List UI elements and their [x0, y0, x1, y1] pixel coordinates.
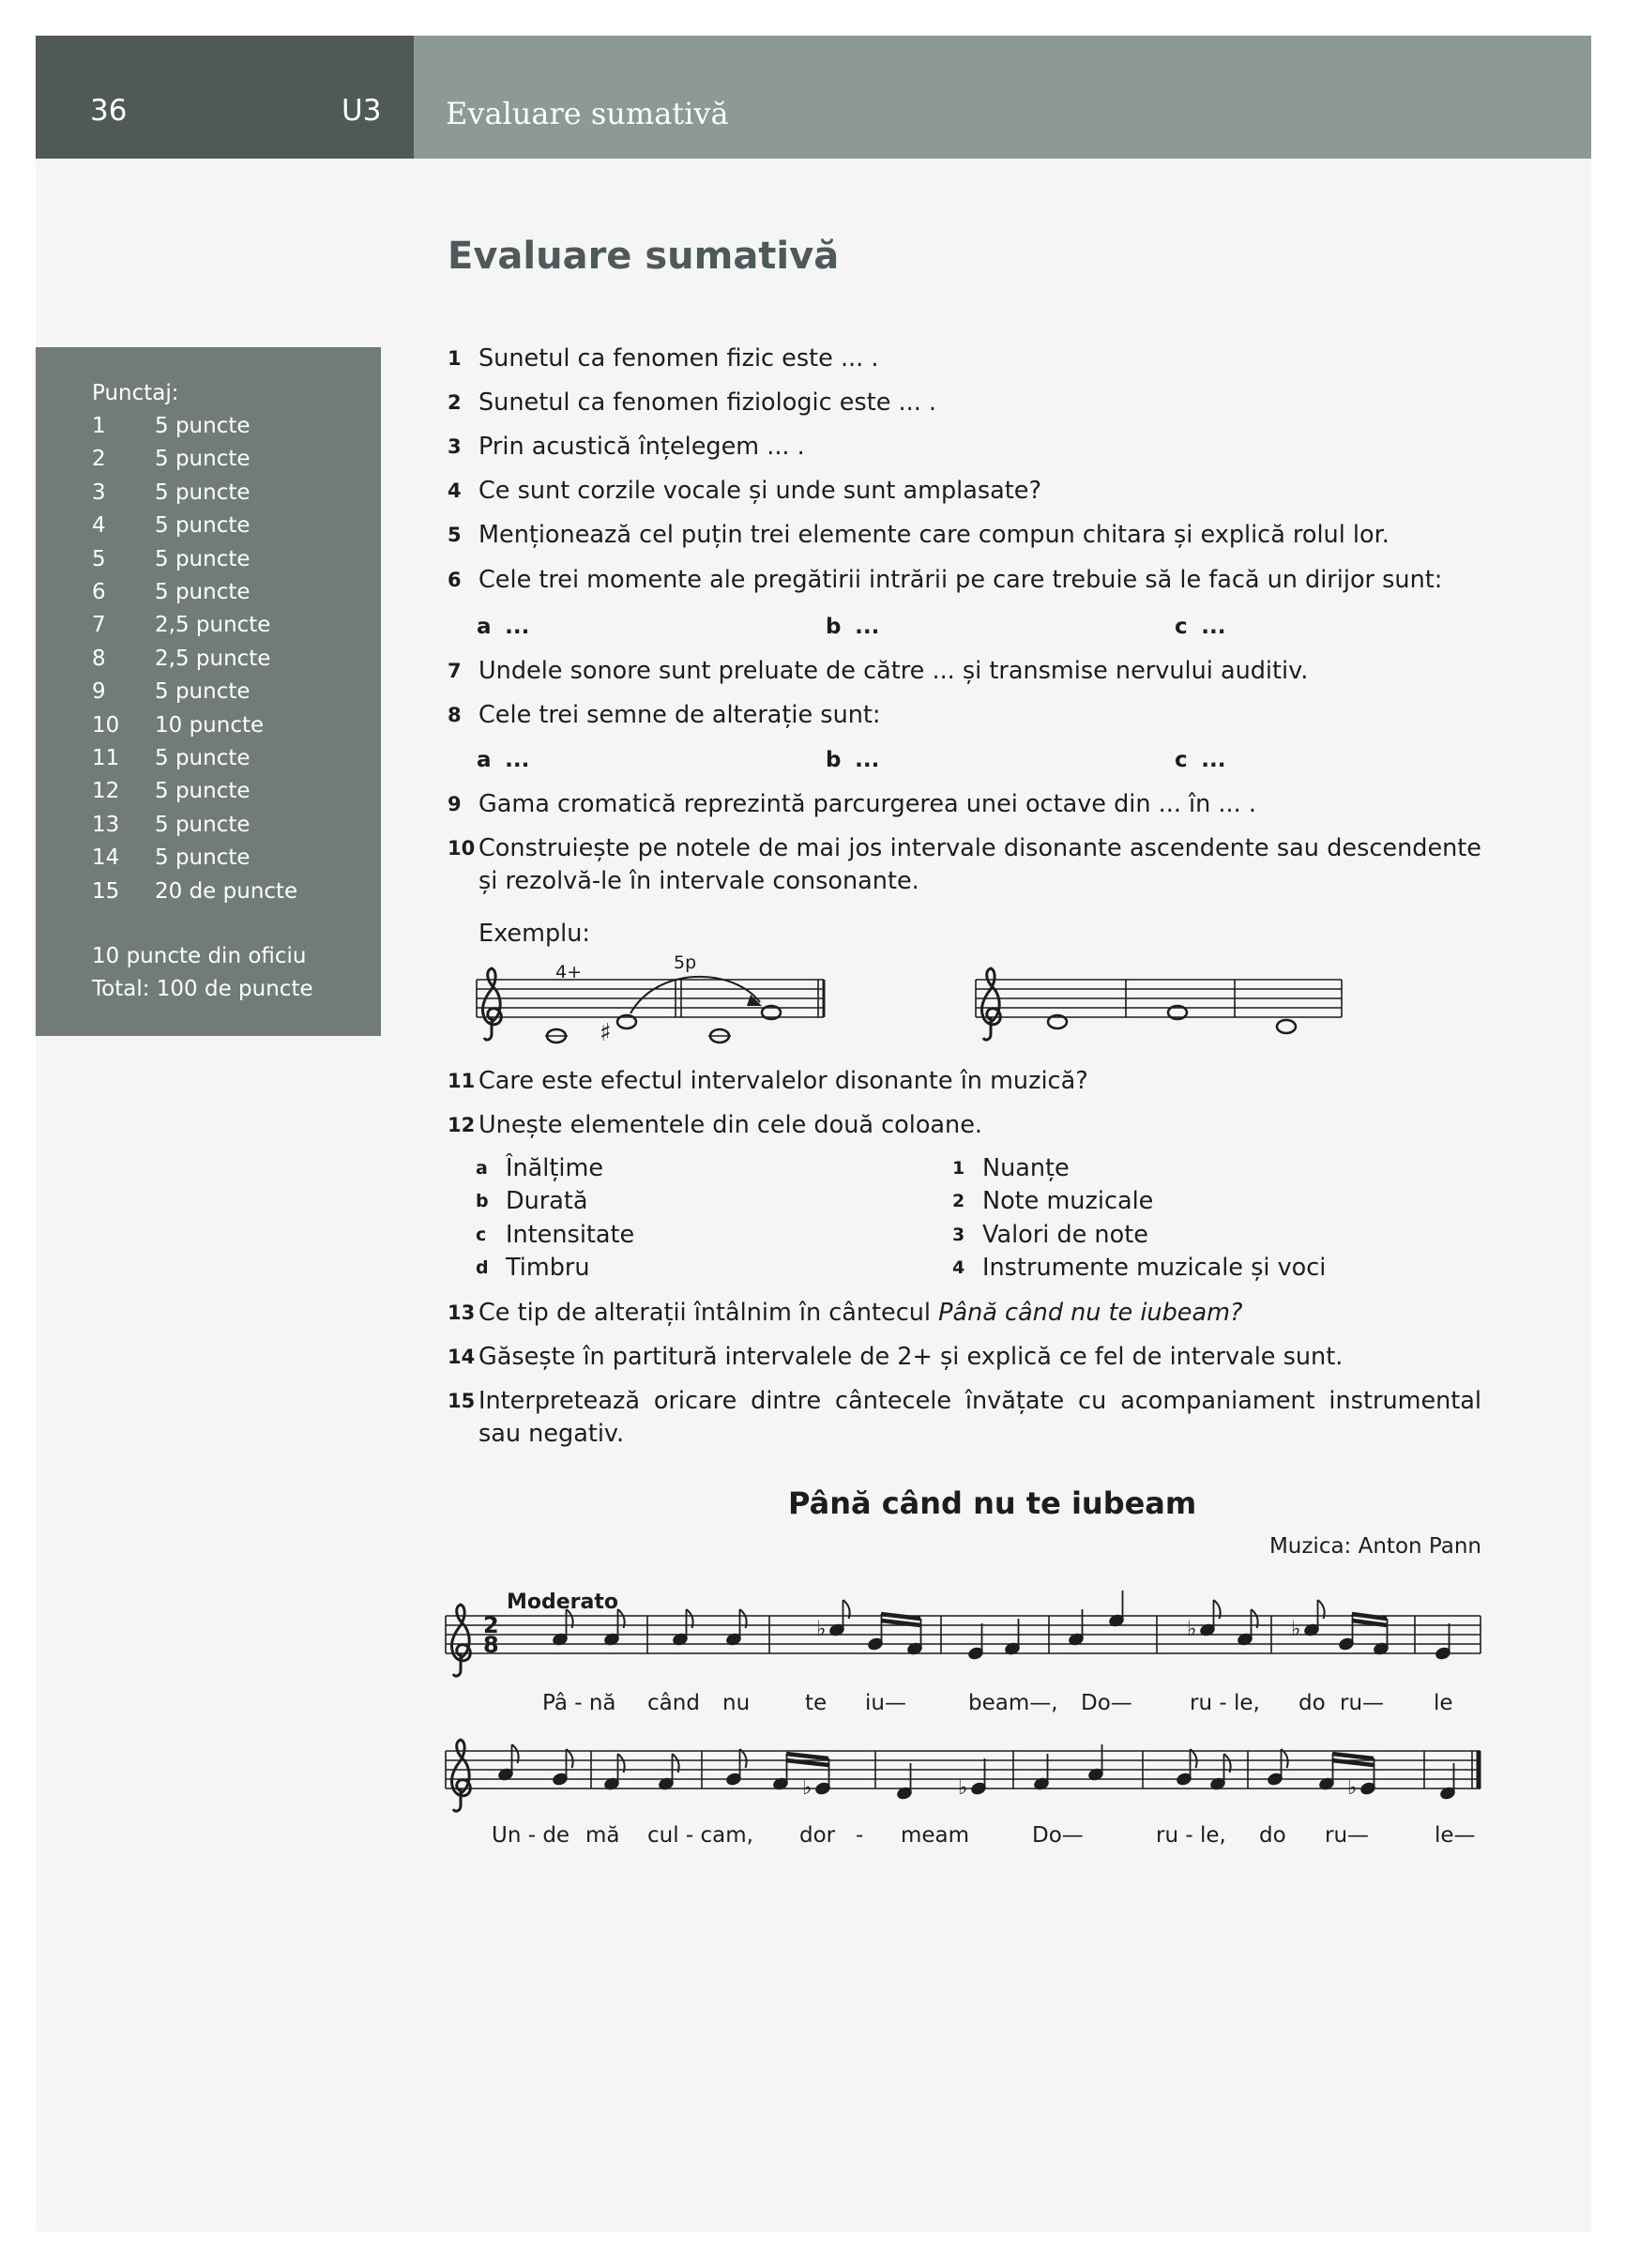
lyric-syllable: ru - le,	[1190, 1691, 1260, 1715]
score-sidebar	[36, 347, 381, 1036]
question-text: Prin acustică înțelegem ... .	[478, 433, 805, 461]
header-section-title: Evaluare sumativă	[446, 96, 729, 131]
score-row-points: 5 puncte	[155, 779, 251, 804]
score-row-number: 3	[92, 479, 106, 505]
score-row-number: 14	[92, 845, 120, 871]
match-letter: 3	[952, 1224, 965, 1245]
lyric-syllable: Un - de	[492, 1823, 570, 1848]
match-letter: 4	[952, 1256, 965, 1278]
lyric-syllable: mă	[585, 1823, 620, 1848]
svg-text:♯: ♯	[600, 1019, 612, 1047]
score-row-number: 2	[92, 447, 106, 472]
lyric-syllable: Pâ - nă	[542, 1691, 616, 1715]
score-row-points: 5 puncte	[155, 513, 251, 539]
question-number: 13	[448, 1301, 476, 1324]
question-text: Menționează cel puțin trei elemente care compun chitara și explică rolul lor.	[478, 521, 1390, 549]
blank-6c: c ...	[1175, 615, 1226, 639]
match-text: Note muzicale	[982, 1187, 1154, 1216]
header-light-band	[414, 36, 1591, 159]
lyric-syllable: dor	[799, 1823, 836, 1848]
score-row-points: 5 puncte	[155, 580, 251, 604]
flat-sign: ♭	[1347, 1776, 1358, 1800]
question-text: Interpretează oricare dintre cântecele învățate cu acompaniament instrumental sau negativ.	[478, 1387, 1481, 1448]
score-row-points: 5 puncte	[155, 845, 251, 871]
flat-sign: ♭	[1291, 1618, 1301, 1641]
question-number: 10	[448, 837, 476, 860]
score-row-number: 15	[92, 878, 120, 904]
score-row-points: 5 puncte	[155, 414, 251, 438]
question-number: 5	[448, 524, 462, 546]
header-dark-band	[36, 36, 414, 159]
score-row-points: 5 puncte	[155, 679, 251, 705]
lyric-syllable: cul - cam,	[647, 1823, 753, 1848]
page-title: Evaluare sumativă	[448, 235, 840, 278]
match-letter: 1	[952, 1158, 965, 1179]
lyric-syllable: -	[856, 1823, 864, 1848]
score-row-number: 5	[92, 546, 106, 571]
score-row-points: 10 puncte	[155, 712, 265, 738]
flat-sign: ♭	[802, 1776, 812, 1800]
score-row-points: 2,5 puncte	[155, 613, 271, 638]
score-row-number: 8	[92, 646, 106, 671]
office-points: 10 puncte din oficiu	[92, 944, 307, 968]
match-text: Nuanțe	[982, 1154, 1070, 1182]
score-row-number: 13	[92, 812, 120, 837]
score-row-number: 10	[92, 712, 120, 738]
match-text: Durată	[506, 1187, 588, 1216]
question-text: Unește elementele din cele două coloane.	[478, 1111, 983, 1139]
svg-text:2: 2	[483, 1612, 499, 1638]
flat-sign: ♭	[1187, 1618, 1197, 1641]
match-text: Intensitate	[506, 1220, 635, 1249]
question-text: Sunetul ca fenomen fiziologic este ... .	[478, 388, 937, 417]
score-row-points: 20 de puncte	[155, 878, 298, 904]
lyric-syllable: Do—	[1032, 1823, 1084, 1848]
question-text: Cele trei semne de alterație sunt:	[478, 701, 881, 729]
lyric-syllable: do	[1259, 1823, 1286, 1848]
lyric-syllable: beam—,	[968, 1691, 1058, 1715]
score-row-number: 7	[92, 613, 106, 638]
example-label: Exemplu:	[478, 920, 590, 948]
blank-8b: b ...	[826, 748, 880, 772]
song-composer: Muzica: Anton Pann	[1268, 1534, 1481, 1559]
question-text: Construiește pe notele de mai jos intervale disonante ascendente sau descendente și rezolvă-le în intervale consonante.	[478, 834, 1481, 895]
score-row-number: 11	[92, 746, 120, 770]
question-text: Ce tip de alterații întâlnim în cântecul Până când nu te iubeam?	[478, 1299, 1243, 1327]
blank-8a: a ...	[477, 748, 530, 772]
score-heading: Punctaj:	[92, 381, 179, 405]
question-text: Ce sunt corzile vocale și unde sunt amplasate?	[478, 477, 1041, 505]
question-number: 8	[448, 704, 462, 726]
question-text: Sunetul ca fenomen fizic este ... .	[478, 344, 879, 373]
score-row-number: 6	[92, 580, 106, 604]
question-text: Găsește în partitură intervalele de 2+ și explică ce fel de intervale sunt.	[478, 1343, 1344, 1371]
score-row-number: 9	[92, 679, 106, 705]
score-row-points: 5 puncte	[155, 546, 251, 571]
lyric-syllable: Do—	[1081, 1691, 1132, 1715]
match-text: Înălțime	[506, 1154, 604, 1182]
question-text: Gama cromatică reprezintă parcurgerea unei octave din ... în ... .	[478, 790, 1256, 818]
question-number: 9	[448, 793, 462, 815]
match-letter: 2	[952, 1191, 965, 1212]
match-text: Timbru	[506, 1253, 590, 1282]
total-points: Total: 100 de puncte	[92, 977, 313, 1001]
song-title: Până când nu te iubeam	[788, 1485, 1197, 1521]
score-row-points: 5 puncte	[155, 447, 251, 472]
question-text: Undele sonore sunt preluate de către ... și transmise nervului auditiv.	[478, 657, 1309, 685]
svg-text:8: 8	[483, 1632, 499, 1658]
svg-text:5p: 5p	[674, 952, 697, 973]
blank-8c: c ...	[1175, 748, 1226, 772]
score-row-number: 1	[92, 414, 106, 438]
score-row-points: 5 puncte	[155, 812, 251, 837]
question-number: 1	[448, 347, 462, 370]
lyric-syllable: le—	[1435, 1823, 1476, 1848]
question-number: 3	[448, 435, 462, 458]
lyric-syllable: iu—	[865, 1691, 906, 1715]
question-number: 12	[448, 1114, 476, 1136]
tempo-marking: Moderato	[507, 1591, 619, 1614]
score-row-points: 5 puncte	[155, 479, 251, 505]
svg-text:4+: 4+	[555, 962, 583, 982]
question-number: 15	[448, 1390, 476, 1412]
question-number: 7	[448, 660, 462, 682]
question-number: 14	[448, 1346, 476, 1368]
question-number: 2	[448, 391, 462, 414]
question-text: Care este efectul intervalelor disonante în muzică?	[478, 1067, 1088, 1095]
question-text: Cele trei momente ale pregătirii intrării pe care trebuie să le facă un dirijor sunt:	[478, 566, 1443, 594]
lyric-syllable: ru—	[1340, 1691, 1385, 1715]
lyric-syllable: ru - le,	[1156, 1823, 1226, 1848]
score-row-points: 2,5 puncte	[155, 646, 271, 671]
flat-sign: ♭	[958, 1776, 968, 1800]
lyric-syllable: te	[805, 1691, 828, 1715]
question-number: 4	[448, 479, 462, 502]
match-letter: b	[476, 1191, 489, 1212]
question-number: 11	[448, 1070, 476, 1092]
match-letter: a	[476, 1158, 488, 1179]
match-letter: d	[476, 1256, 489, 1278]
page-number: 36	[90, 94, 128, 128]
question-number: 6	[448, 569, 462, 591]
flat-sign: ♭	[816, 1618, 827, 1641]
lyric-syllable: le	[1434, 1691, 1453, 1715]
match-text: Instrumente muzicale și voci	[982, 1253, 1327, 1282]
lyric-syllable: nu	[722, 1691, 751, 1715]
unit-label: U3	[342, 94, 382, 128]
match-letter: c	[476, 1224, 487, 1245]
score-row-points: 5 puncte	[155, 746, 251, 770]
blank-6a: a ...	[477, 615, 530, 639]
lyric-syllable: do	[1298, 1691, 1326, 1715]
score-row-number: 12	[92, 779, 120, 804]
score-row-number: 4	[92, 513, 106, 539]
blank-6b: b ...	[826, 615, 880, 639]
lyric-syllable: ru—	[1325, 1823, 1370, 1848]
match-text: Valori de note	[982, 1220, 1148, 1249]
lyric-syllable: când	[647, 1691, 700, 1715]
lyric-syllable: meam	[901, 1823, 970, 1848]
page-edge	[1591, 36, 1625, 2231]
